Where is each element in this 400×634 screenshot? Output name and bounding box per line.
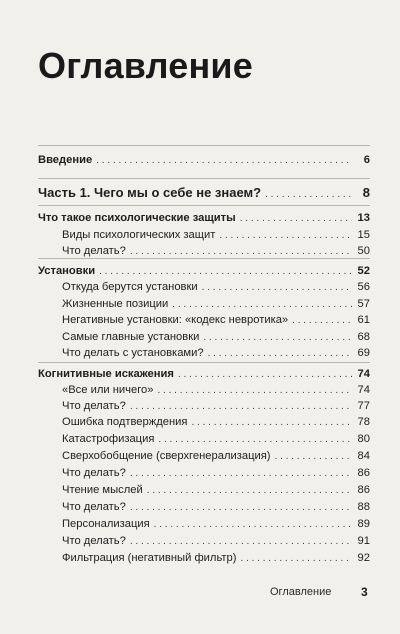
toc-entry-page: 86 xyxy=(357,467,370,479)
toc-entry-title: Что делать? xyxy=(62,467,126,479)
toc-leader-dots xyxy=(202,281,352,295)
divider xyxy=(38,362,370,363)
toc-entry[interactable] xyxy=(38,346,370,361)
toc-entry[interactable] xyxy=(38,330,370,345)
toc-entry-defenses[interactable] xyxy=(38,211,370,226)
toc-leader-dots xyxy=(158,433,352,447)
toc-leader-dots xyxy=(191,416,352,430)
toc-entry-title: Что делать? xyxy=(62,400,126,412)
toc-entry-page: 57 xyxy=(357,298,370,310)
toc-entry-page: 91 xyxy=(357,535,370,547)
page-title: Оглавление xyxy=(38,45,253,86)
toc-leader-dots xyxy=(178,368,352,382)
toc-entry-attitudes[interactable] xyxy=(38,264,370,279)
toc-leader-dots xyxy=(130,400,352,414)
toc-entry-page: 78 xyxy=(357,416,370,428)
divider xyxy=(38,205,370,206)
toc-entry-page: 89 xyxy=(357,518,370,530)
toc-entry-title: Фильтрация (негативный фильтр) xyxy=(62,552,237,564)
toc-leader-dots xyxy=(265,187,352,203)
running-footer-label: Оглавление xyxy=(270,586,332,598)
toc-entry[interactable] xyxy=(38,399,370,414)
toc-leader-dots xyxy=(219,229,352,243)
toc-entry[interactable] xyxy=(38,551,370,566)
toc-entry[interactable] xyxy=(38,313,370,328)
toc-entry-title: Жизненные позиции xyxy=(62,298,169,310)
toc-entry-page: 61 xyxy=(357,314,370,326)
toc-entry-page: 6 xyxy=(363,154,370,166)
toc-entry-page: 13 xyxy=(357,212,370,224)
toc-leader-dots xyxy=(275,450,352,464)
toc-entry[interactable] xyxy=(38,517,370,532)
toc-entry[interactable] xyxy=(38,228,370,243)
toc-entry-cognitive-distortions[interactable] xyxy=(38,367,370,382)
toc-entry[interactable] xyxy=(38,534,370,549)
toc-entry[interactable] xyxy=(38,500,370,515)
toc-entry-title: Установки xyxy=(38,265,96,277)
toc-entry-title: Откуда берутся установки xyxy=(62,281,198,293)
toc-entry[interactable] xyxy=(38,244,370,259)
toc-entry-page: 50 xyxy=(357,245,370,257)
toc-entry-title: «Все или ничего» xyxy=(62,384,154,396)
toc-entry-title: Что делать с установками? xyxy=(62,347,204,359)
toc-leader-dots xyxy=(154,518,352,532)
toc-entry-page: 88 xyxy=(357,501,370,513)
toc-entry-title: Что делать? xyxy=(62,245,126,257)
toc-entry-page: 77 xyxy=(357,400,370,412)
toc-entry-page: 15 xyxy=(357,229,370,241)
toc-entry-page: 86 xyxy=(357,484,370,496)
toc-entry-title: Катастрофизация xyxy=(62,433,155,445)
toc-leader-dots xyxy=(130,501,352,515)
toc-entry-page: 69 xyxy=(357,347,370,359)
toc-entry-title: Персонализация xyxy=(62,518,150,530)
toc-entry-title: Что делать? xyxy=(62,535,126,547)
toc-leader-dots xyxy=(240,552,352,566)
toc-entry-title: Самые главные установки xyxy=(62,331,200,343)
toc-entry[interactable] xyxy=(38,383,370,398)
toc-entry-page: 68 xyxy=(357,331,370,343)
toc-entry[interactable] xyxy=(38,432,370,447)
toc-entry-title: Введение xyxy=(38,154,93,166)
toc-leader-dots xyxy=(172,298,352,312)
toc-leader-dots xyxy=(208,347,352,361)
toc-entry-title: Когнитивные искажения xyxy=(38,368,174,380)
toc-entry-title: Виды психологических защит xyxy=(62,229,216,241)
toc-leader-dots xyxy=(240,212,352,226)
toc-leader-dots xyxy=(292,314,352,328)
toc-entry-title: Ошибка подтверждения xyxy=(62,416,188,428)
toc-entry-title: Что такое психологические защиты xyxy=(38,212,236,224)
toc-entry-page: 52 xyxy=(357,265,370,277)
toc-entry-page: 8 xyxy=(362,185,370,200)
toc-entry[interactable] xyxy=(38,297,370,312)
toc-entry-page: 74 xyxy=(357,368,370,380)
toc-entry[interactable] xyxy=(38,466,370,481)
toc-entry-title: Что делать? xyxy=(62,501,126,513)
toc-entry[interactable] xyxy=(38,483,370,498)
toc-entry-title: Негативные установки: «кодекс невротика» xyxy=(62,314,289,326)
divider xyxy=(38,178,370,179)
toc-entry-introduction[interactable] xyxy=(38,153,370,168)
toc-leader-dots xyxy=(96,154,352,168)
toc-entry[interactable] xyxy=(38,449,370,464)
toc-entry[interactable] xyxy=(38,280,370,295)
toc-entry-page: 56 xyxy=(357,281,370,293)
toc-entry[interactable] xyxy=(38,415,370,430)
toc-entry-part-1[interactable] xyxy=(38,185,370,203)
toc-entry-page: 80 xyxy=(357,433,370,445)
toc-leader-dots xyxy=(147,484,352,498)
toc-entry-page: 92 xyxy=(357,552,370,564)
toc-leader-dots xyxy=(99,265,352,279)
toc-entry-page: 74 xyxy=(357,384,370,396)
toc-leader-dots xyxy=(130,535,352,549)
toc-leader-dots xyxy=(203,331,352,345)
toc-entry-page: 84 xyxy=(357,450,370,462)
divider xyxy=(38,145,370,146)
toc-entry-title: Часть 1. Чего мы о себе не знаем? xyxy=(38,185,262,200)
toc-leader-dots xyxy=(158,384,353,398)
toc-entry-title: Сверхобобщение (сверхгенерализация) xyxy=(62,450,271,462)
page-number: 3 xyxy=(361,585,368,599)
toc-leader-dots xyxy=(130,467,352,481)
toc-entry-title: Чтение мыслей xyxy=(62,484,143,496)
toc-leader-dots xyxy=(130,245,352,259)
